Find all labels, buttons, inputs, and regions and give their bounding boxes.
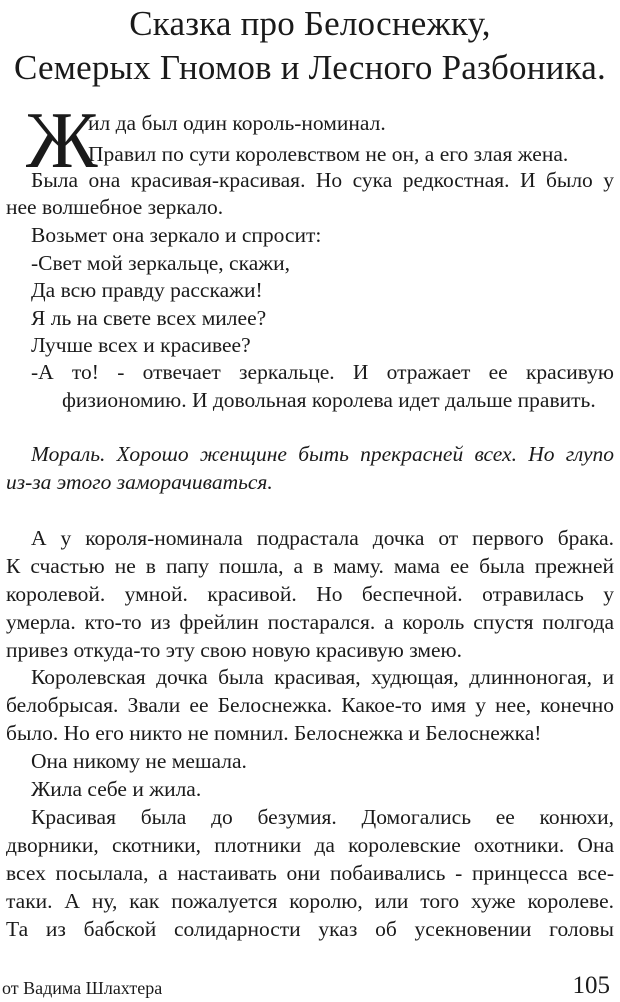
page-number: 105 xyxy=(572,972,610,999)
text-line: Жила себе и жила. xyxy=(31,777,202,801)
text-line: Я ль на свете всех милее? xyxy=(31,306,267,330)
text-line: К счастью не в папу пошла, а в маму. мама ее была прежней xyxy=(6,554,614,578)
text-line: дворники, скотники, плотники да королевские охотники. Она xyxy=(6,833,614,857)
text-line: королевой. умной. красивой. Но беспечной. отравилась у xyxy=(6,582,614,606)
text-line: ил да был один король-номинал. xyxy=(88,111,386,135)
moral-line: из-за этого заморачиваться. xyxy=(6,470,273,494)
text-line: Красивая была до безумия. Домогались ее конюхи, xyxy=(31,805,614,829)
text-line: А у короля-номинала подрастала дочка от первого брака. xyxy=(31,526,614,550)
text-line: физиономию. И довольная королева идет дальше править. xyxy=(62,388,596,412)
text-line: Та из бабской солидарности указ об усекновении головы xyxy=(6,917,614,941)
text-line: таки. А ну, как пожалуется королю, или того хуже королеве. xyxy=(6,889,614,913)
title-line-2: Семерых Гномов и Лесного Разбоника. xyxy=(14,48,606,87)
text-line: Королевская дочка была красивая, худющая, длинноногая, и xyxy=(31,665,614,689)
text-line: нее волшебное зеркало. xyxy=(6,195,224,219)
footer-author: от Вадима Шлахтера xyxy=(2,978,163,998)
text-line: Да всю правду расскажи! xyxy=(31,278,263,302)
text-line: Правил по сути королевством не он, а его злая жена. xyxy=(88,142,569,166)
text-line: привез откуда-то эту свою новую красивую змею. xyxy=(6,638,462,662)
text-line: Лучше всех и красивее? xyxy=(31,333,251,357)
text-line: -Свет мой зеркальце, скажи, xyxy=(31,251,290,275)
drop-cap: Ж xyxy=(26,97,98,185)
text-line: Была она красивая-красивая. Но сука редкостная. И было у xyxy=(31,168,614,192)
text-line: белобрысая. Звали ее Белоснежка. Какое-то имя у нее, конечно xyxy=(6,693,614,717)
title-line-1: Сказка про Белоснежку, xyxy=(129,4,491,43)
text-line: Она никому не мешала. xyxy=(31,749,247,773)
text-line: -А то! - отвечает зеркальце. И отражает ее красивую xyxy=(31,360,614,384)
text-line: Возьмет она зеркало и спросит: xyxy=(31,223,322,247)
text-line: было. Но его никто не помнил. Белоснежка и Белоснежка! xyxy=(6,721,542,745)
text-line: всех посылала, а настаивать они побаивались - принцесса все- xyxy=(6,861,614,885)
moral-line: Мораль. Хорошо женщине быть прекрасней всех. Но глупо xyxy=(31,442,614,466)
text-line: умерла. кто-то из фрейлин постарался. а король спустя полгода xyxy=(6,610,614,634)
